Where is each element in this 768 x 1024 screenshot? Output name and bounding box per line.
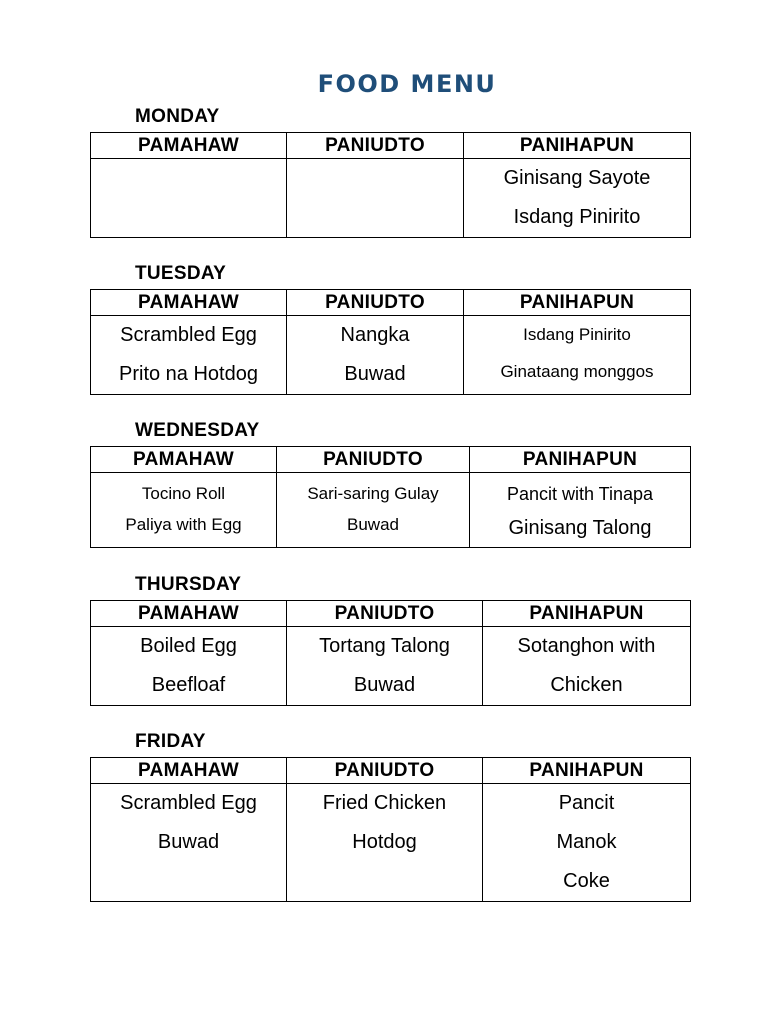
header-pamahaw: PAMAHAW: [91, 758, 287, 784]
menu-item: Ginisang Sayote: [503, 167, 651, 189]
menu-item: Buwad: [344, 363, 406, 385]
cell-panihapun: [470, 473, 691, 548]
menu-item: Nangka: [340, 324, 410, 346]
menu-item: Pancit with Tinapa: [506, 484, 654, 504]
menu-item: Beefloaf: [151, 674, 226, 696]
table-header-row: [91, 133, 691, 159]
cell-panihapun: [483, 784, 691, 902]
menu-table-thursday: [90, 600, 691, 706]
menu-item: Isdang Pinirito: [523, 325, 631, 344]
cell-panihapun: [483, 627, 691, 706]
menu-item: Hotdog: [352, 831, 417, 853]
cell-pamahaw: [91, 627, 287, 706]
menu-item: Manok: [556, 831, 617, 853]
table-row: [91, 159, 691, 238]
page-title: FOOD MENU: [317, 70, 497, 98]
header-paniudto: PANIUDTO: [287, 290, 464, 316]
header-paniudto: PANIUDTO: [287, 133, 464, 159]
menu-item: Sotanghon with: [517, 635, 656, 657]
header-pamahaw: PAMAHAW: [91, 447, 277, 473]
menu-item: Buwad: [347, 515, 399, 534]
menu-item: Buwad: [157, 831, 220, 853]
menu-table-friday: [90, 757, 691, 902]
header-panihapun: PANIHAPUN: [470, 447, 691, 473]
header-pamahaw: PAMAHAW: [91, 133, 287, 159]
header-paniudto: PANIUDTO: [277, 447, 470, 473]
day-label-thursday: THURSDAY: [135, 574, 242, 595]
menu-item: Ginataang monggos: [500, 362, 654, 381]
menu-item: Tocino Roll: [141, 484, 226, 503]
table-header-row: [91, 758, 691, 784]
table-header-row: [91, 447, 691, 473]
menu-table-monday: [90, 132, 691, 238]
menu-item: Paliya with Egg: [125, 515, 242, 534]
menu-item: Buwad: [353, 674, 416, 696]
menu-item: Sari-saring Gulay: [307, 484, 439, 503]
day-label-wednesday: WEDNESDAY: [135, 420, 260, 441]
menu-item: Isdang Pinirito: [513, 206, 641, 228]
header-pamahaw: PAMAHAW: [91, 290, 287, 316]
menu-item: Chicken: [550, 674, 623, 696]
table-header-row: [91, 601, 691, 627]
menu-item: Fried Chicken: [322, 792, 447, 814]
header-paniudto: PANIUDTO: [287, 758, 483, 784]
cell-pamahaw: [91, 159, 287, 238]
cell-paniudto: [287, 627, 483, 706]
menu-item: Ginisang Talong: [508, 517, 652, 539]
cell-panihapun: [464, 159, 691, 238]
table-row: [91, 473, 691, 548]
day-label-monday: MONDAY: [135, 106, 220, 127]
cell-paniudto: [287, 784, 483, 902]
header-panihapun: PANIHAPUN: [483, 601, 691, 627]
menu-item: Pancit: [558, 792, 615, 814]
header-panihapun: PANIHAPUN: [464, 290, 691, 316]
header-panihapun: PANIHAPUN: [483, 758, 691, 784]
menu-item: Boiled Egg: [140, 635, 237, 657]
cell-pamahaw: [91, 316, 287, 395]
cell-panihapun: [464, 316, 691, 395]
menu-item: Scrambled Egg: [120, 792, 257, 814]
header-paniudto: PANIUDTO: [287, 601, 483, 627]
table-header-row: [91, 290, 691, 316]
day-label-friday: FRIDAY: [135, 731, 206, 752]
header-pamahaw: PAMAHAW: [91, 601, 287, 627]
table-row: [91, 316, 691, 395]
menu-table-wednesday: [90, 446, 691, 548]
table-row: [91, 784, 691, 902]
menu-item: Tortang Talong: [319, 635, 450, 657]
menu-item: Scrambled Egg: [120, 324, 257, 346]
cell-paniudto: [287, 316, 464, 395]
day-label-tuesday: TUESDAY: [135, 263, 227, 284]
menu-item: Prito na Hotdog: [119, 363, 258, 385]
table-row: [91, 627, 691, 706]
cell-paniudto: [287, 159, 464, 238]
menu-table-tuesday: [90, 289, 691, 395]
cell-pamahaw: [91, 473, 277, 548]
menu-item: Coke: [563, 870, 610, 892]
cell-paniudto: [277, 473, 470, 548]
header-panihapun: PANIHAPUN: [464, 133, 691, 159]
cell-pamahaw: [91, 784, 287, 902]
